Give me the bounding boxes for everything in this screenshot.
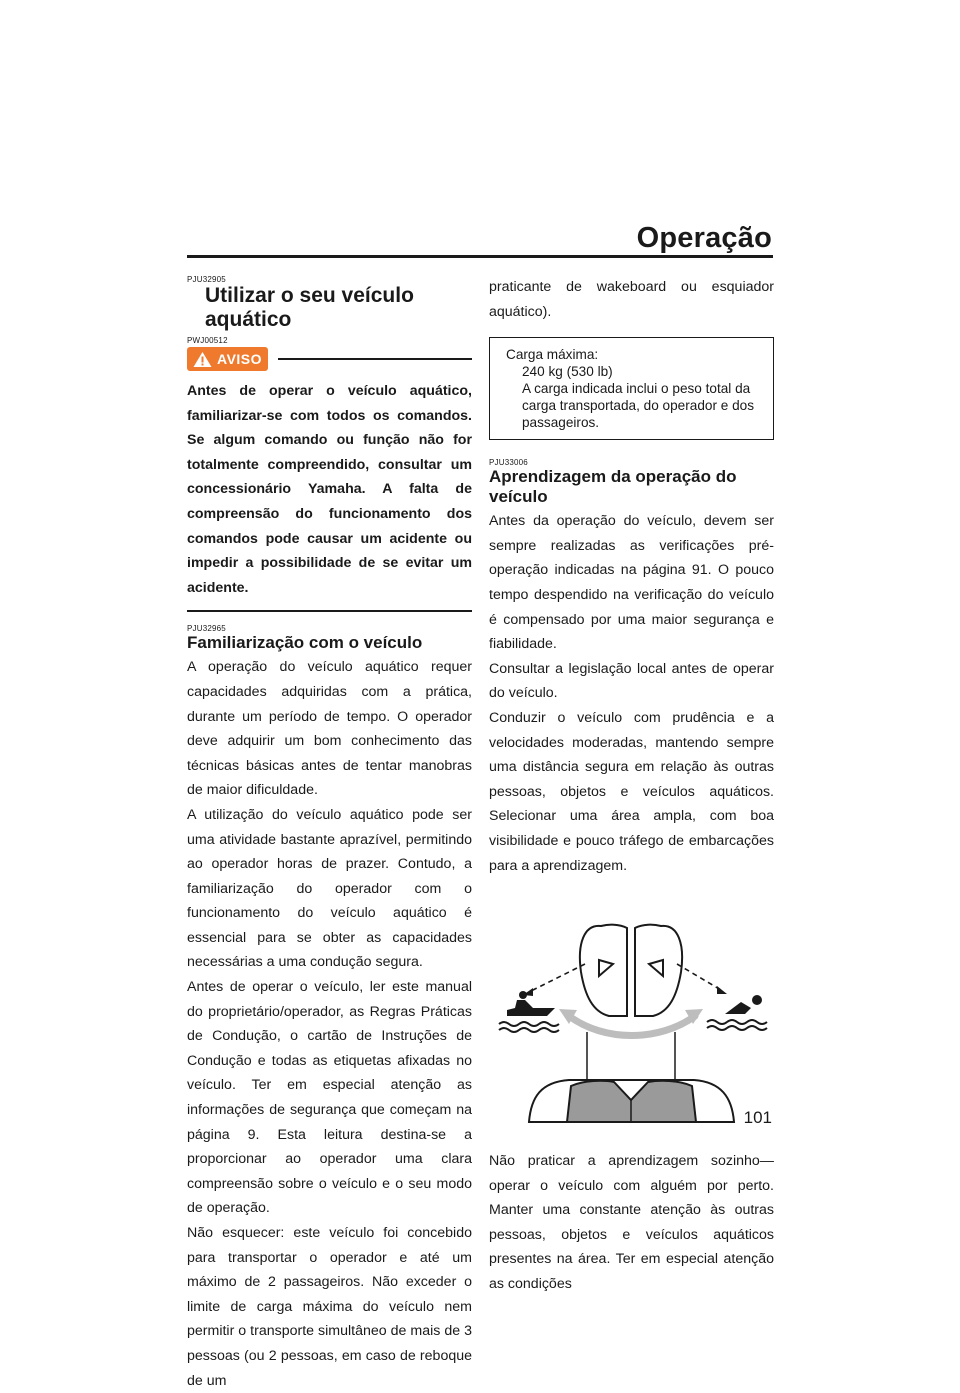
warning-label: AVISO [217,351,263,367]
paragraph: Não esquecer: este veículo foi concebido para transportar o operador e até um máximo de 2 passageiros. Não exceder o limite de carga máxima do veículo nem permitir o transporte simultâneo de mais de 3 pessoas (ou 2 pessoas, em caso de reboque de um [187,1225,472,1389]
sight-line-left [529,964,585,992]
section-title: Familiarização com o veículo [187,633,423,653]
left-column [187,275,472,1393]
warning-code: PWJ00512 [187,336,228,345]
swimmer-icon [707,995,767,1030]
right-column [489,275,774,1297]
section-code: PJU32965 [187,624,226,634]
watercraft-icon [499,991,559,1032]
max-load-note: A carga indicada inclui o peso total da carga transportada, do operador e dos passageiros. [522,381,755,431]
paragraph: A utilização do veículo aquático pode ser uma atividade bastante aprazível, permitindo ao operador horas de prazer. Contudo, a familiarização do operador com o funcionamento do veículo aquático é essencial para se obter as capacidades necessárias a uma condução segura. [187,806,472,971]
paragraph: Consultar a legislação local antes de operar do veículo. [489,660,774,702]
warning-badge [187,347,268,371]
paragraph-continuation: praticante de wakeboard ou esquiador aquático). [489,279,774,320]
helmet-left [580,925,627,1016]
head-turn-arrow [569,1016,695,1036]
warning-text: Antes de operar o veículo aquático, familiarizar-se com todos os comandos. Se algum comando ou função não for totalmente compreendido, consultar um concessionário Yamaha. A falta de compreensão do funcionamento dos comandos pode causar um acidente ou impedir a possibilidade de se evitar um acidente. [187,383,472,596]
paragraph: Não praticar a aprendizagem sozinho—operar o veículo com alguém por perto. Manter uma constante atenção às outras pessoas, objetos e veículos aquáticos presentes na área. Ter em especial atenção as condições [489,1153,774,1293]
page-number: 101 [743,1108,772,1127]
paragraph: Antes de operar o veículo, ler este manual do proprietário/operador, as Regras Práticas de Condução, o cartão de Instruções de Condução e todas as etiquetas afixadas no veículo. Ter em especial atenção as informações de segurança que começam na página 9. Esta leitura destina-se a proporcionar ao operador uma clara compreensão sobre o veículo e o seu modo de operação. [187,979,472,1217]
warning-rule [278,358,472,360]
paragraph: Conduzir o veículo com prudência e a velocidades moderadas, mantendo sempre uma distância segura em relação às outras pessoas, objetos e veículos aquáticos. Selecionar uma área ampla, com boa visibilidade e pouco tráfego de embarcações para a aprendizagem. [489,709,774,874]
helmet-right [635,925,682,1016]
lookout-illustration [489,892,774,1137]
section-title: Aprendizagem da operação do veículo [489,467,737,507]
page-title: Operação [636,222,772,254]
sight-line-right [677,964,721,990]
rider-lookout-figure [489,892,774,1132]
warning-bottom-rule [187,610,472,612]
section-code: PJU32905 [187,275,226,284]
max-load-label: Carga máxima: [506,347,599,363]
paragraph: A operação do veículo aquático requer capacidades adquiridas com a prática, durante um período de tempo. O operador deve adquirir um bom conhecimento das técnicas básicas antes de tentar manobras de maior dificuldade. [187,659,472,799]
warning-triangle-icon [193,351,212,368]
title-rule [187,255,773,258]
max-load-value: 240 kg (530 lb) [522,364,613,380]
section-code: PJU33006 [489,458,528,468]
paragraph: Antes da operação do veículo, devem ser sempre realizadas as verificações pré-operação indicadas na página 91. O pouco tempo despendido na verificação do veículo é compensado por uma maior segurança e fiabilidade. [489,513,774,653]
max-load-box [489,337,774,440]
section-title-main: Utilizar o seu veículo aquático [205,284,414,331]
warning-header [187,347,472,371]
